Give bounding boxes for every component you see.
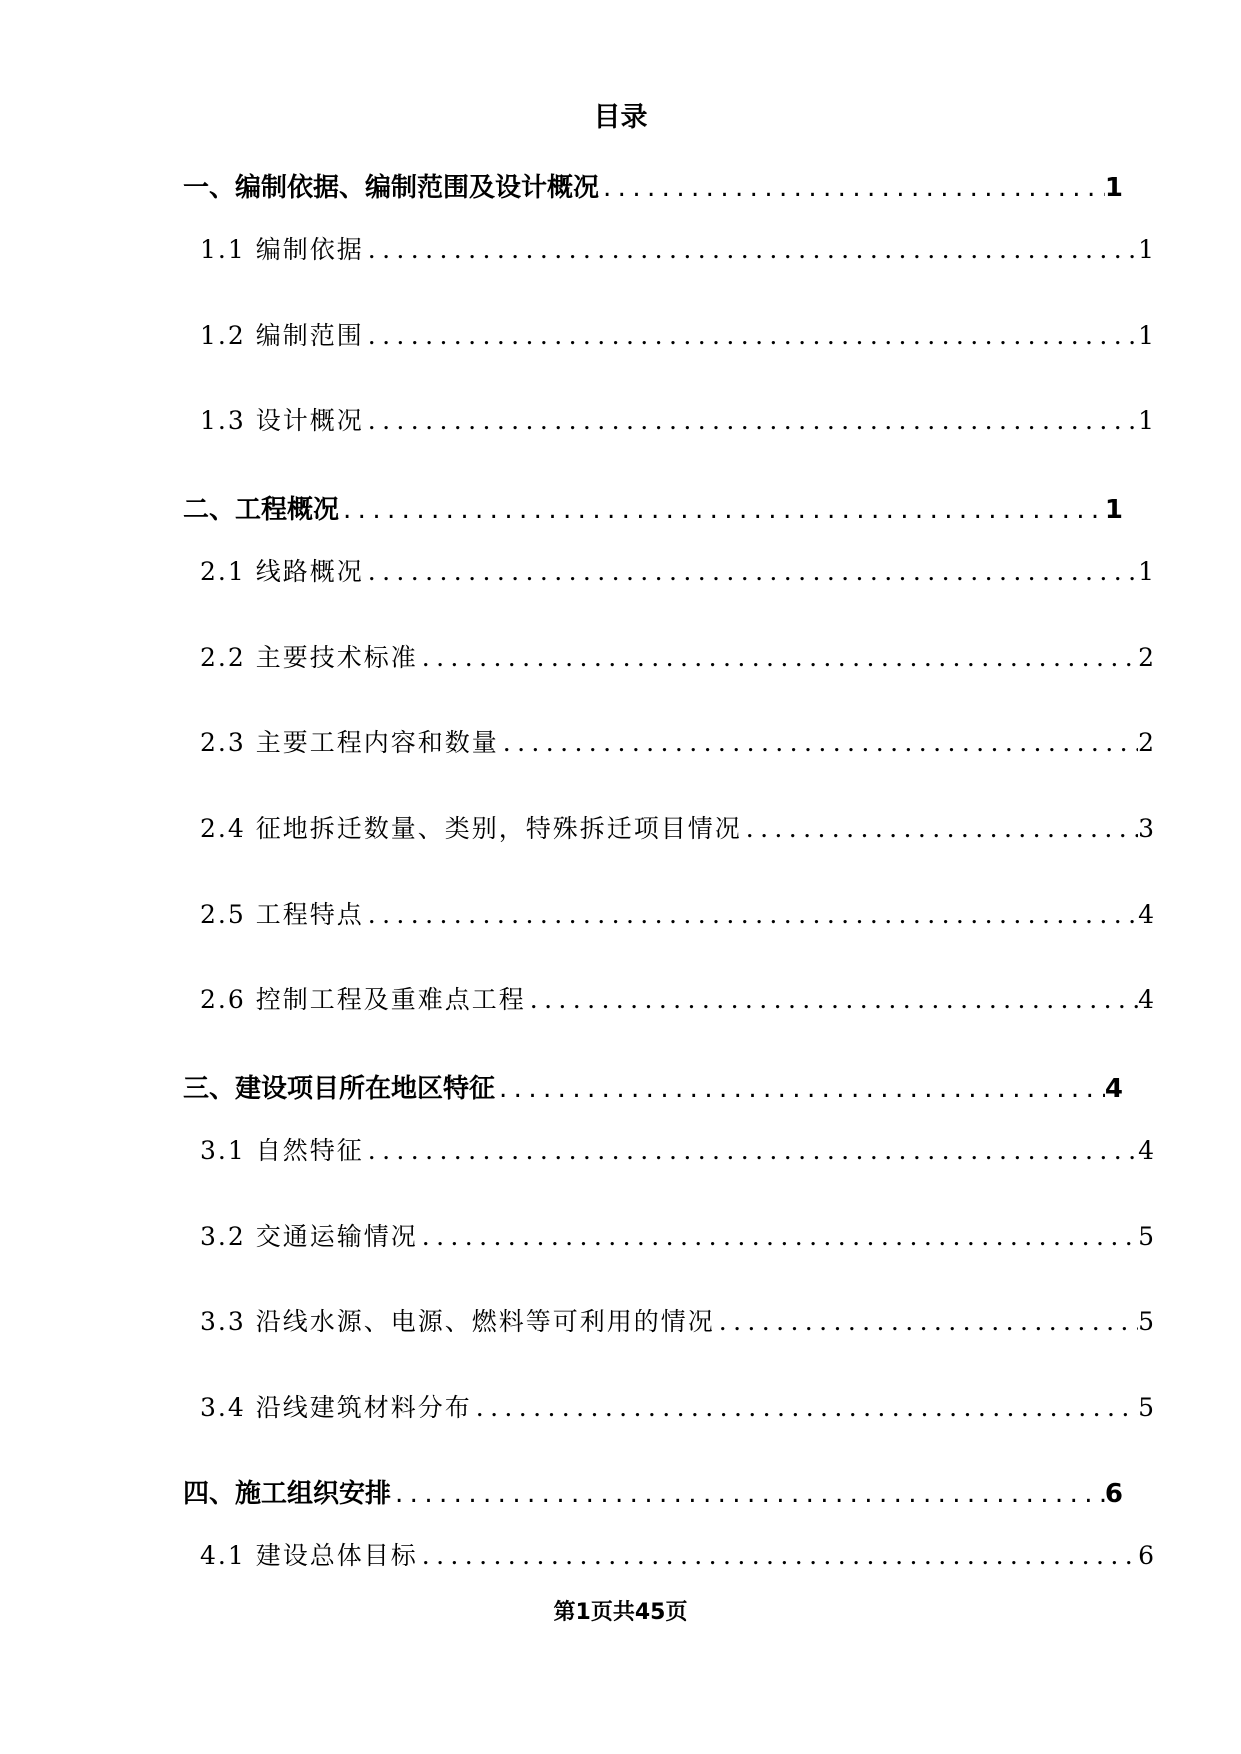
toc-entry[interactable] <box>183 168 1123 208</box>
toc-entry-page: 6 <box>1138 1541 1154 1570</box>
toc-entry-label: 3.4 沿线建筑材料分布 <box>200 1393 472 1422</box>
page-footer: 第1页共45页 <box>553 1600 688 1625</box>
page-title: 目录 <box>593 102 648 133</box>
toc-entry[interactable] <box>200 316 1154 356</box>
toc-leader-dots <box>391 1474 1105 1514</box>
toc-leader-dots <box>364 230 1138 270</box>
toc-entry-page: 1 <box>1104 173 1123 203</box>
toc-leader-dots <box>364 316 1138 356</box>
toc-entry-page: 4 <box>1138 985 1154 1014</box>
toc-entry-page: 4 <box>1138 900 1154 929</box>
toc-entry-page: 1 <box>1138 235 1154 264</box>
toc-entry-label: 三、建设项目所在地区特征 <box>183 1074 496 1104</box>
toc-entry-label: 1.3 设计概况 <box>200 406 364 435</box>
toc-entry-label: 2.3 主要工程内容和数量 <box>200 728 499 757</box>
toc-entry-label: 3.1 自然特征 <box>200 1136 364 1165</box>
toc-leader-dots <box>715 1302 1138 1342</box>
toc-leader-dots <box>495 1069 1105 1109</box>
toc-entry-page: 2 <box>1138 643 1154 672</box>
toc-leader-dots <box>364 401 1138 441</box>
toc-entry-page: 1 <box>1138 557 1154 586</box>
toc-leader-dots <box>742 809 1138 849</box>
toc-entry-page: 1 <box>1138 321 1154 350</box>
toc-entry-label: 2.4 征地拆迁数量、类别，特殊拆迁项目情况 <box>200 814 742 843</box>
toc-leader-dots <box>339 490 1105 530</box>
toc-entry-label: 2.2 主要技术标准 <box>200 643 418 672</box>
toc-entry-label: 2.6 控制工程及重难点工程 <box>200 985 526 1014</box>
toc-entry-page: 6 <box>1104 1479 1123 1509</box>
toc-entry[interactable] <box>200 895 1154 935</box>
toc-entry-label: 4.1 建设总体目标 <box>200 1541 418 1570</box>
toc-entry-page: 2 <box>1138 728 1154 757</box>
toc-entry-label: 2.5 工程特点 <box>200 900 364 929</box>
toc-entry-label: 3.2 交通运输情况 <box>200 1222 418 1251</box>
toc-entry-page: 3 <box>1138 814 1154 843</box>
toc-leader-dots <box>364 1131 1138 1171</box>
toc-leader-dots <box>472 1388 1138 1428</box>
toc-entry-page: 5 <box>1138 1307 1154 1336</box>
toc-entry[interactable] <box>200 638 1154 678</box>
toc-entry[interactable] <box>200 809 1154 849</box>
toc-entry[interactable] <box>200 980 1154 1020</box>
toc-leader-dots <box>499 723 1138 763</box>
toc-entry[interactable] <box>200 552 1154 592</box>
toc-leader-dots <box>526 980 1138 1020</box>
toc-leader-dots <box>418 1217 1138 1257</box>
toc-entry-label: 二、工程概况 <box>183 495 340 525</box>
toc-entry[interactable] <box>200 1536 1154 1576</box>
toc-entry-label: 2.1 线路概况 <box>200 557 364 586</box>
toc-leader-dots <box>599 168 1105 208</box>
toc-leader-dots <box>364 895 1138 935</box>
toc-entry[interactable] <box>183 1069 1123 1109</box>
toc-entry[interactable] <box>200 1388 1154 1428</box>
toc-entry[interactable] <box>183 1474 1123 1514</box>
toc-entry[interactable] <box>200 1217 1154 1257</box>
toc-leader-dots <box>418 638 1138 678</box>
toc-entry-label: 一、编制依据、编制范围及设计概况 <box>183 173 600 203</box>
toc-leader-dots <box>364 552 1138 592</box>
toc-entry-label: 3.3 沿线水源、电源、燃料等可利用的情况 <box>200 1307 715 1336</box>
toc-entry[interactable] <box>200 230 1154 270</box>
toc-entry-page: 4 <box>1104 1074 1123 1104</box>
toc-entry-page: 1 <box>1138 406 1154 435</box>
toc-entry[interactable] <box>183 490 1123 530</box>
toc-entry[interactable] <box>200 401 1154 441</box>
toc-entry-label: 1.2 编制范围 <box>200 321 364 350</box>
toc-entry-label: 1.1 编制依据 <box>200 235 364 264</box>
toc-entry-page: 5 <box>1138 1393 1154 1422</box>
toc-entry[interactable] <box>200 1131 1154 1171</box>
toc-entry[interactable] <box>200 723 1154 763</box>
toc-entry-page: 1 <box>1104 495 1123 525</box>
toc-leader-dots <box>418 1536 1138 1576</box>
toc-entry-page: 4 <box>1138 1136 1154 1165</box>
toc-entry-label: 四、施工组织安排 <box>183 1479 392 1509</box>
toc-entry[interactable] <box>200 1302 1154 1342</box>
toc-entry-page: 5 <box>1138 1222 1154 1251</box>
